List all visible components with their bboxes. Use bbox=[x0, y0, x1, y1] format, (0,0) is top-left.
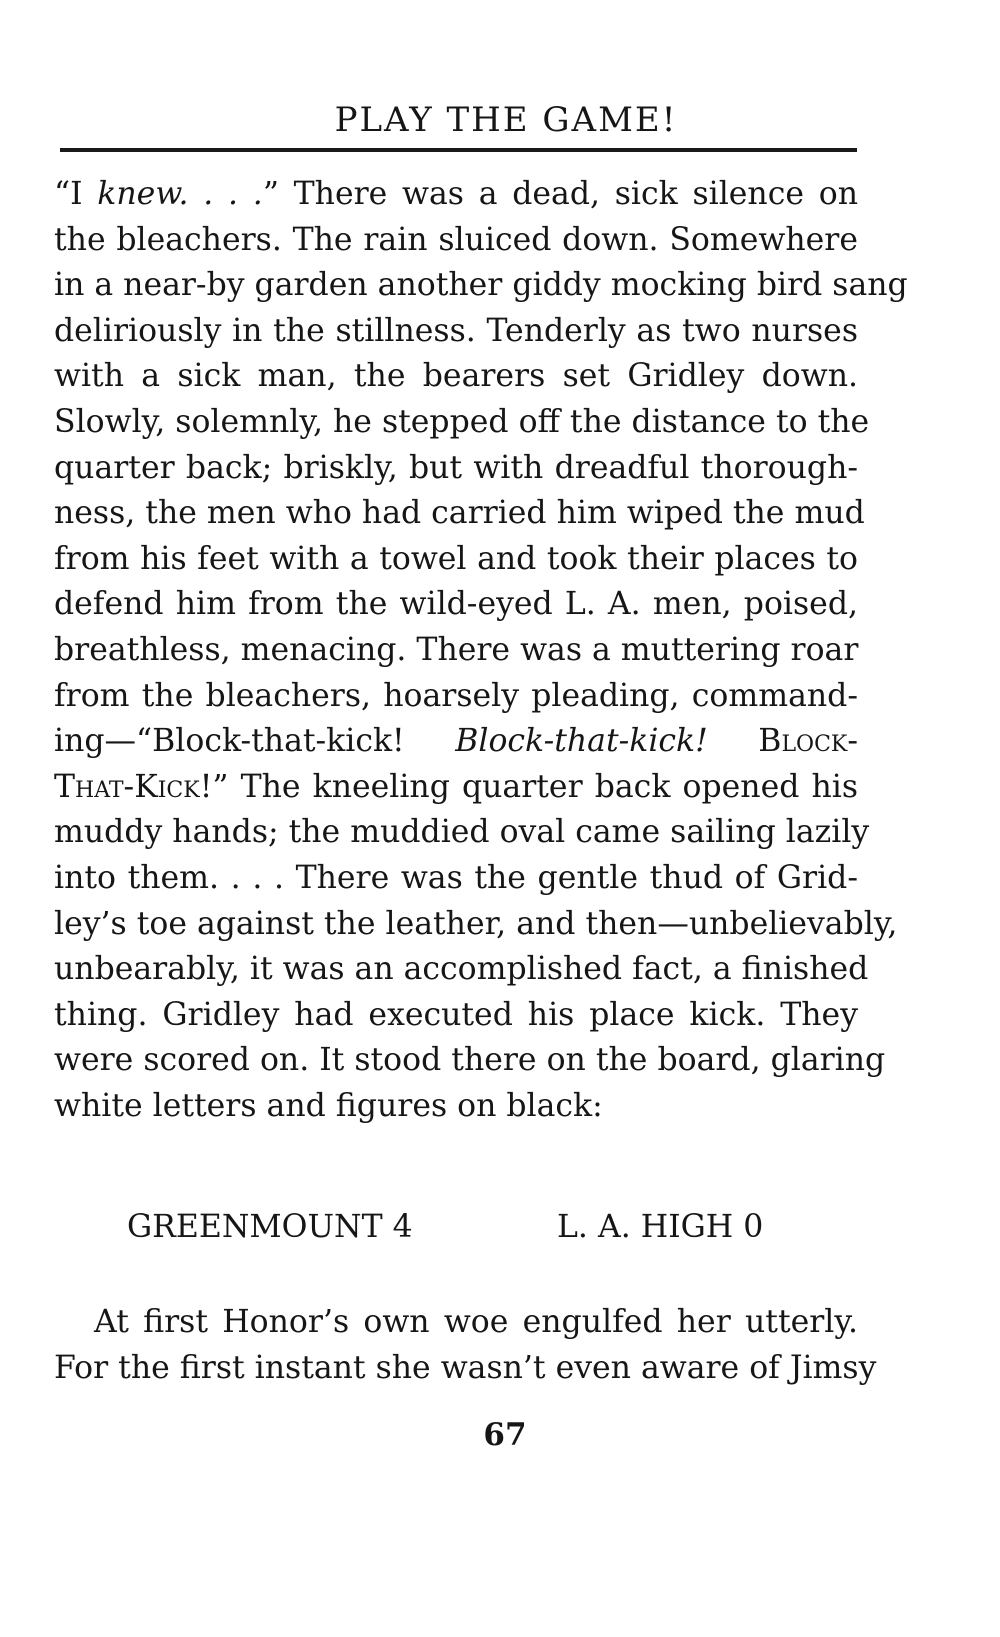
text-run: !” The kneeling quarter back opened his bbox=[199, 768, 858, 805]
text-line: breathless, menacing. There was a muttering roar bbox=[54, 631, 859, 668]
score-greenmount: GREENMOUNT 4 bbox=[127, 1209, 413, 1245]
text-line bbox=[54, 719, 858, 765]
text-line: defend him from the wild-eyed L. A. men, poised, bbox=[54, 586, 858, 623]
text-line: quarter back; briskly, but with dreadful thorough- bbox=[54, 449, 858, 486]
paragraph-2 bbox=[54, 1300, 877, 1391]
text-line: were scored on. It stood there on the board, glaring bbox=[54, 1042, 886, 1079]
text-line: white letters and figures on black: bbox=[54, 1087, 603, 1124]
text-line: For the first instant she wasn’t even aware of Jimsy bbox=[54, 1349, 877, 1386]
text-line: in a near-by garden another giddy mocking bird sang bbox=[54, 267, 908, 304]
text-line: Slowly, solemnly, he stepped off the distance to the bbox=[54, 403, 870, 440]
page-number: 67 bbox=[483, 1417, 527, 1453]
smallcaps-run: That-Kick bbox=[54, 768, 200, 805]
text-line: thing. Gridley had executed his place kick. They bbox=[54, 996, 858, 1033]
text-line: ness, the men who had carried him wiped the mud bbox=[54, 495, 865, 532]
text-line: into them. . . . There was the gentle thud of Grid- bbox=[54, 859, 858, 896]
text-run: ing—“Block-that-kick! bbox=[54, 723, 456, 760]
text-run: “I bbox=[54, 176, 98, 212]
emphasis-run: knew. . . . bbox=[97, 176, 263, 212]
running-head: PLAY THE GAME! bbox=[334, 100, 678, 140]
text-line bbox=[54, 765, 858, 811]
text-line: ley’s toe against the leather, and then—unbelievably, bbox=[54, 905, 898, 942]
text-line bbox=[54, 172, 858, 218]
text-line: deliriously in the stillness. Tenderly as two nurses bbox=[54, 312, 858, 349]
text-line: with a sick man, the bearers set Gridley down. bbox=[54, 358, 858, 395]
text-run: ” There was a dead, sick silence on bbox=[262, 176, 858, 212]
emphasis-run: Block-that-kick! bbox=[455, 723, 708, 760]
text-line: from his feet with a towel and took their places to bbox=[54, 540, 858, 577]
text-line: muddy hands; the muddied oval came sailing lazily bbox=[54, 814, 870, 851]
header-rule bbox=[60, 148, 857, 152]
paragraph-1 bbox=[54, 172, 908, 1129]
score-la-high: L. A. HIGH 0 bbox=[557, 1209, 764, 1245]
text-line: At first Honor’s own woe engulfed her utterly. bbox=[94, 1304, 858, 1340]
text-line: unbearably, it was an accomplished fact, a finished bbox=[54, 951, 869, 988]
text-line: the bleachers. The rain sluiced down. Somewhere bbox=[54, 221, 858, 258]
smallcaps-run: Block- bbox=[707, 723, 859, 760]
text-line: from the bleachers, hoarsely pleading, command- bbox=[54, 677, 858, 714]
